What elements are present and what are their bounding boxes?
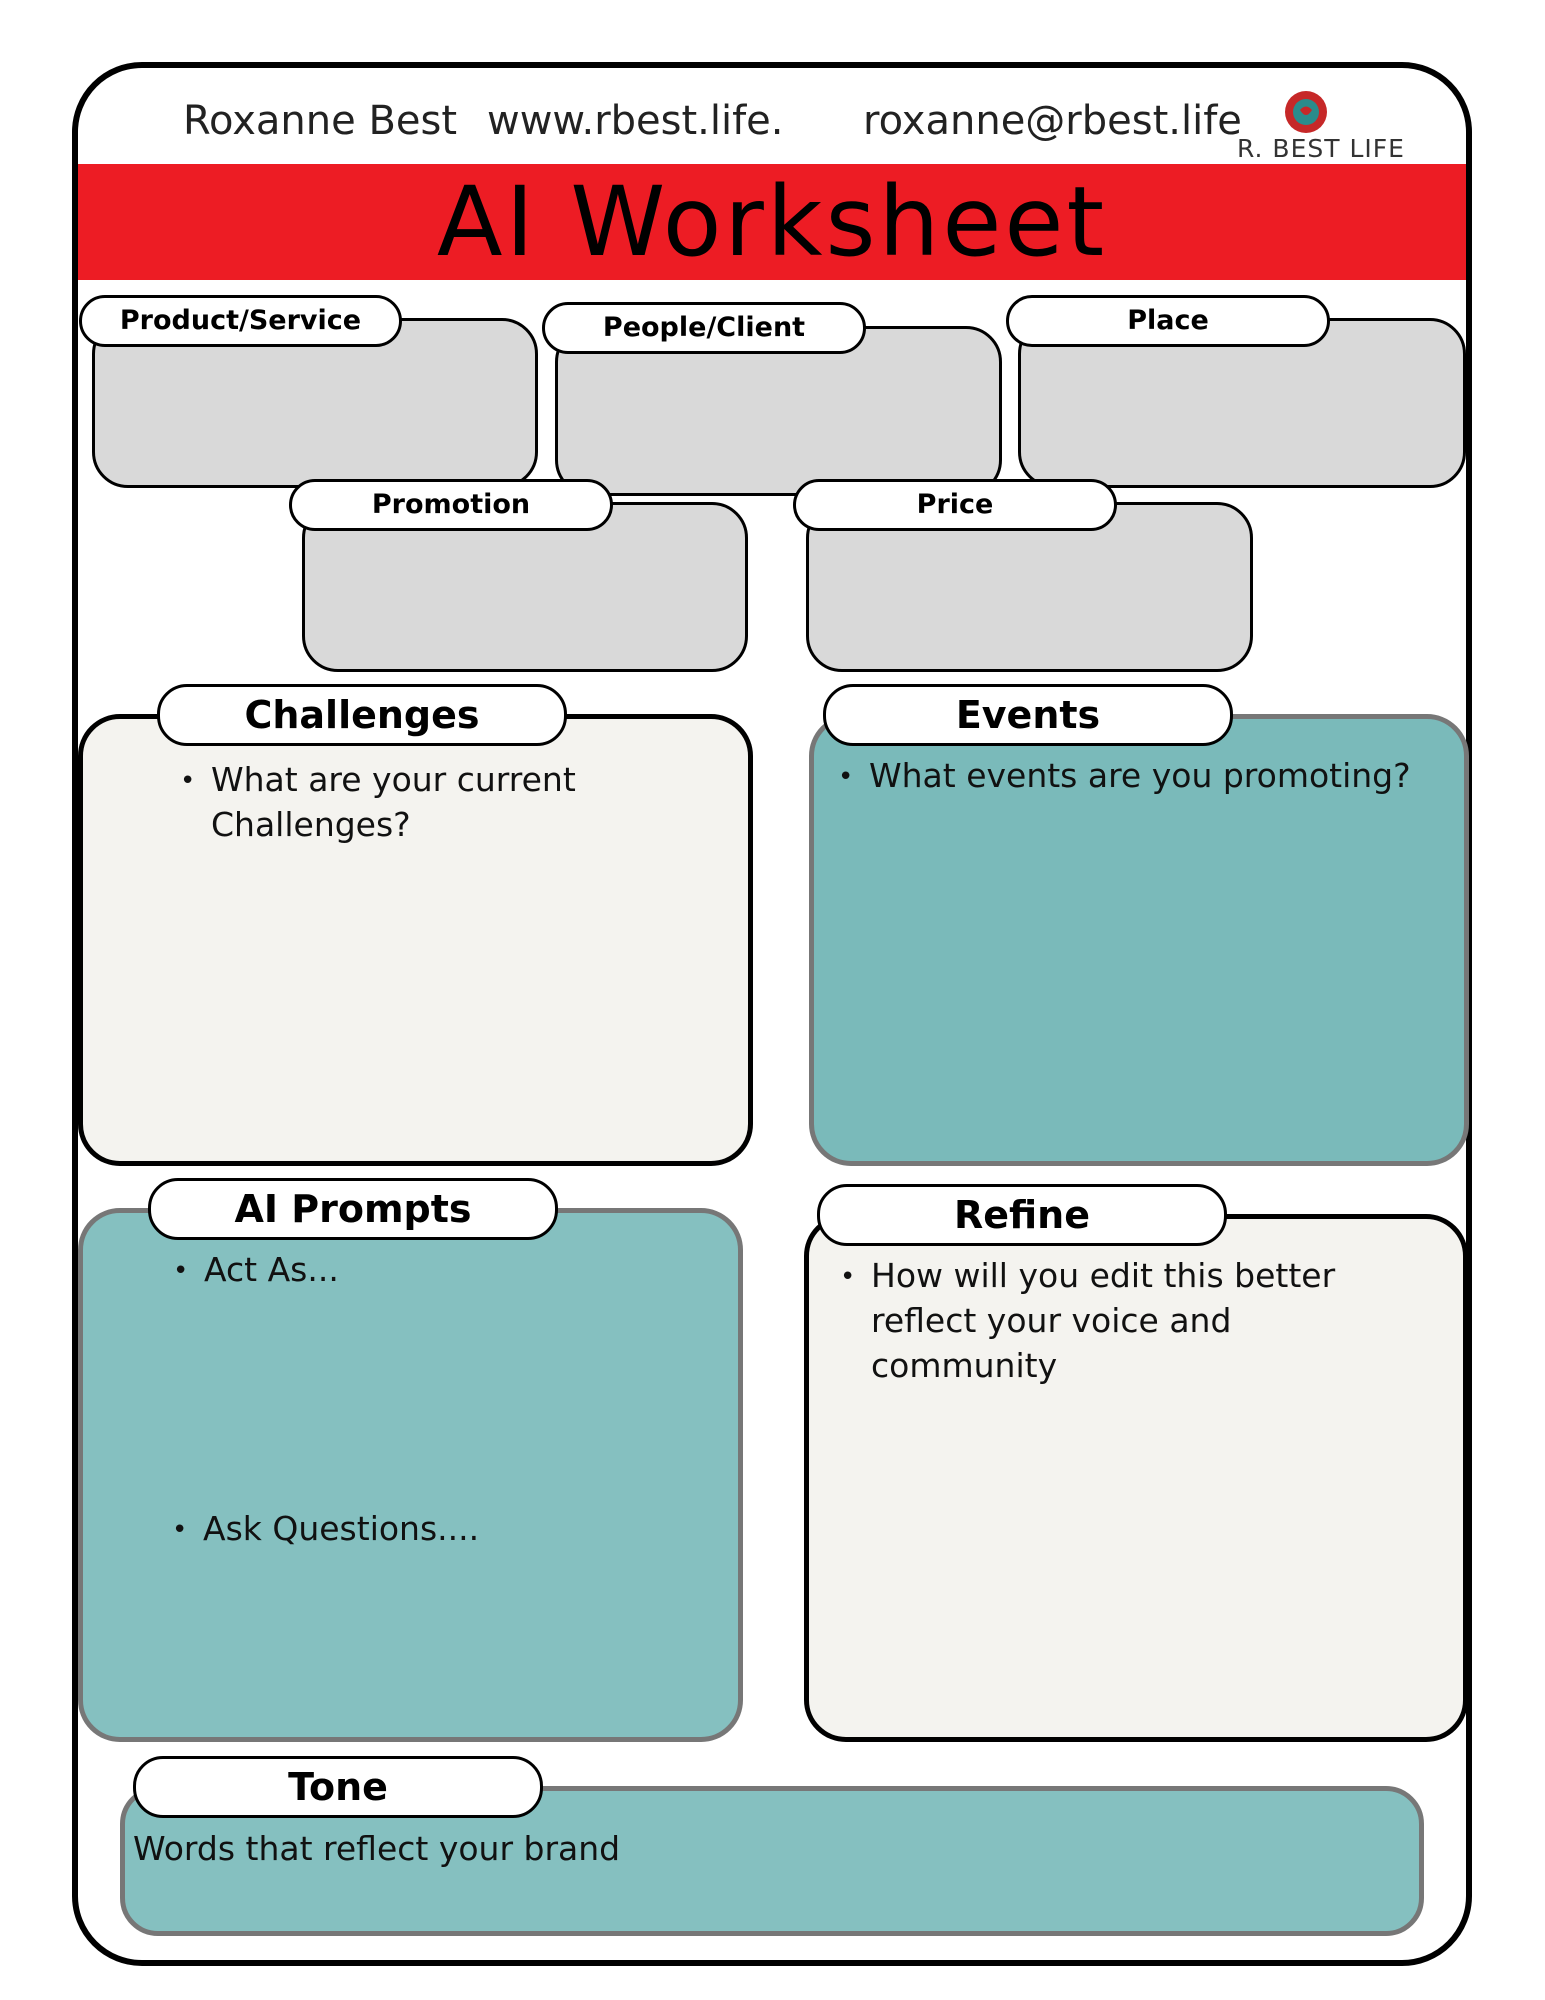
ask-questions-text: Ask Questions.... (203, 1509, 480, 1548)
logo-text: R. BEST LIFE (1237, 134, 1405, 163)
moon-phases-icon (1236, 88, 1406, 138)
ai-prompts-bullet-ask: • Ask Questions.... (172, 1506, 479, 1551)
refine-line3: community (871, 1346, 1058, 1385)
product-service-label: Product/Service (79, 295, 402, 347)
events-label: Events (823, 684, 1233, 746)
website-link[interactable]: www.rbest.life. (487, 98, 784, 144)
challenges-bullet: • What are your current Challenges? (180, 757, 576, 847)
promotion-label: Promotion (289, 479, 613, 531)
challenges-bullet-line2: Challenges? (211, 805, 411, 844)
events-bullet-text: What events are you promoting? (869, 756, 1411, 795)
author-name: Roxanne Best (183, 98, 458, 144)
price-label: Price (793, 479, 1117, 531)
refine-line2: reflect your voice and (871, 1301, 1232, 1340)
refine-bullet: • How will you edit this better reflect your voice and community (840, 1253, 1335, 1388)
place-label: Place (1006, 295, 1330, 347)
challenges-label: Challenges (157, 684, 567, 746)
ai-prompts-bullet-act: • Act As... (173, 1247, 339, 1292)
people-client-label: People/Client (542, 302, 866, 354)
events-bullet: • What events are you promoting? (838, 753, 1411, 798)
tone-text: Words that reflect your brand (133, 1829, 621, 1868)
challenges-bullet-line1: What are your current (211, 760, 576, 799)
email-link[interactable]: roxanne@rbest.life (863, 98, 1242, 144)
ai-prompts-label: AI Prompts (148, 1178, 558, 1240)
tone-label: Tone (133, 1756, 543, 1818)
act-as-text: Act As... (204, 1250, 339, 1289)
page-title: AI Worksheet (436, 166, 1108, 278)
refine-line1: How will you edit this better (871, 1256, 1336, 1295)
refine-label: Refine (817, 1184, 1227, 1246)
